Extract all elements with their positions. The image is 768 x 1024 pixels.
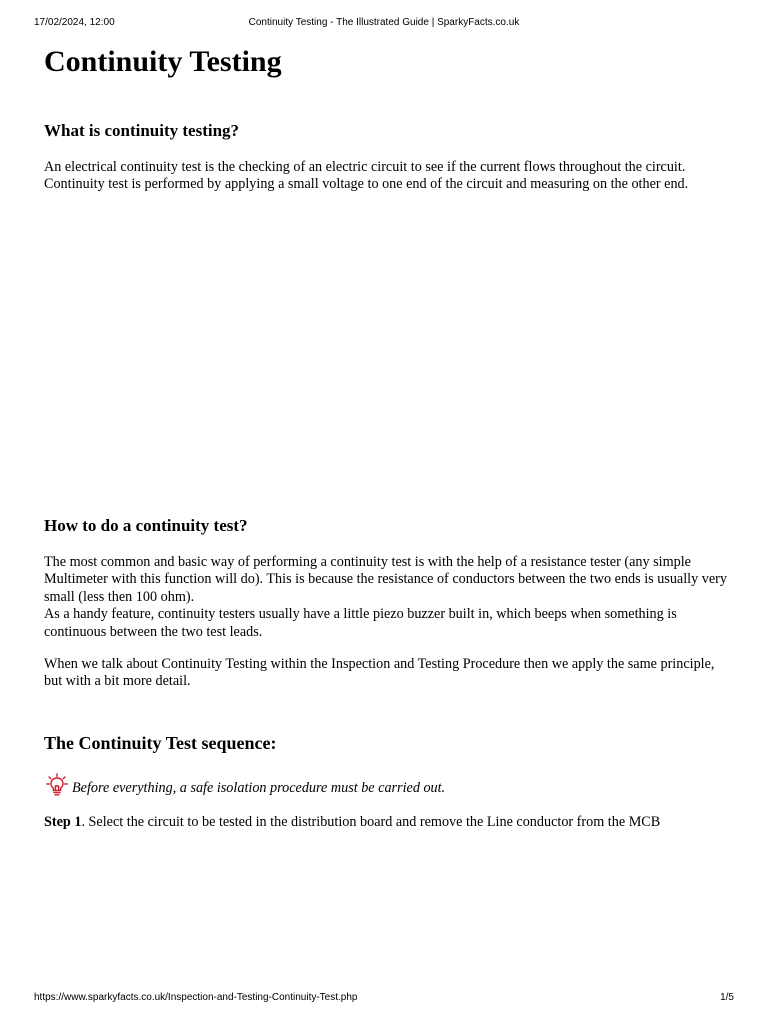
- section-paragraph-how-2: When we talk about Continuity Testing within the Inspection and Testing Procedure then we apply the same principle, but with a bit more detail.: [44, 656, 715, 690]
- page-title: Continuity Testing: [44, 45, 282, 78]
- print-header: [0, 17, 768, 33]
- print-footer: [0, 992, 768, 1006]
- page-number: 1/5: [720, 992, 734, 1003]
- section-heading-sequence: The Continuity Test sequence:: [44, 733, 277, 753]
- print-url: https://www.sparkyfacts.co.uk/Inspection-and-Testing-Continuity-Test.php: [34, 992, 358, 1003]
- tip-text: Before everything, a safe isolation procedure must be carried out.: [72, 780, 446, 796]
- step-1-label: Step 1: [44, 814, 82, 830]
- step-1: [44, 814, 732, 831]
- print-page-title: Continuity Testing - The Illustrated Guide | SparkyFacts.co.uk: [248, 17, 520, 28]
- paragraph-line: The most common and basic way of performing a continuity test is with the help of a resistance tester (any simple Multimeter with this function will do). This is because the resistance of conductors between the two ends is usually very small (less then 100 ohm).: [44, 554, 727, 605]
- lightbulb-icon: [46, 773, 68, 797]
- section-paragraph-how-1: [44, 554, 732, 641]
- step-1-text: . Select the circuit to be tested in the distribution board and remove the Line conductor from the MCB: [81, 814, 661, 830]
- print-datetime: 17/02/2024, 12:00: [34, 17, 115, 28]
- section-heading-how: How to do a continuity test?: [44, 516, 248, 535]
- paragraph-line: As a handy feature, continuity testers usually have a little piezo buzzer built in, which beeps when something is continuous between the two test leads.: [44, 606, 677, 640]
- tip-callout: [44, 773, 732, 803]
- section-paragraph-what: An electrical continuity test is the checking of an electric circuit to see if the current flows throughout the circuit. Continuity test is performed by applying a small voltage to one end of the circuit and measuring on the other end.: [44, 159, 689, 193]
- section-heading-what: What is continuity testing?: [44, 121, 240, 140]
